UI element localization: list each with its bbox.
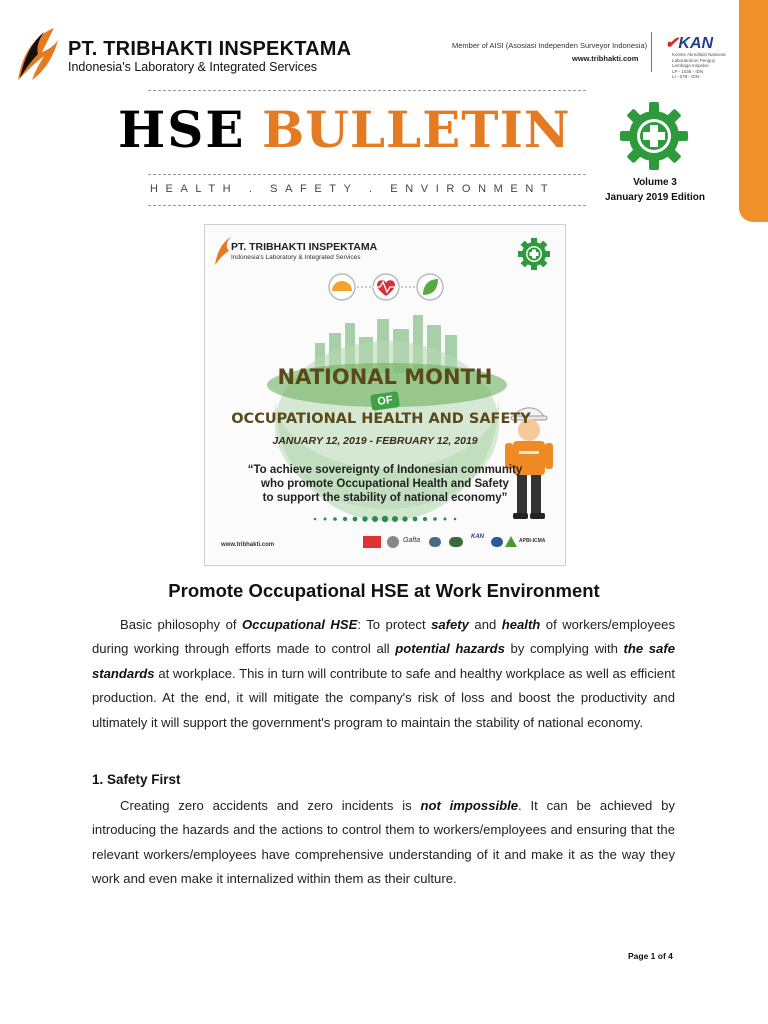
section-heading-safety-first: 1. Safety First [92, 772, 181, 787]
leaf-icon [417, 274, 443, 300]
kan-logo: ✔KAN [665, 35, 714, 52]
poster-title-line1: NATIONAL MONTH [277, 365, 493, 389]
membership-text: Member of AISI (Asosiasi Independen Surveyor Indonesia) [452, 41, 648, 50]
article-paragraph-1: Basic philosophy of Occupational HSE: To protect safety and health of workers/employees during working through efforts made to control all potential hazards by complying with the safe standards at workplace. This in turn will contribute to safe and healthy workplace as well as efficient production. At the end, it will mitigate the company's risk of loss and boost the productivity and ultimately it will support the government's program to maintain the stability of national economy. [92, 617, 675, 730]
poster-partner-apbi: APBI-ICMA [519, 538, 546, 544]
poster-quote: “To achieve sovereignty of Indonesian community who promote Occupational Health and Safety to support the stability of national economy” [247, 464, 523, 504]
article-paragraph-2: Creating zero accidents and zero incidents is not impossible. It can be achieved by introducing the hazards and the actions to control them to workers/employees and ensuring that the relevant workers/employees have comprehensive understanding of it and make it as the way they work and even make it internalized within them as their culture. [92, 798, 675, 887]
poster-dates: JANUARY 12, 2019 - FEBRUARY 12, 2019 [272, 435, 478, 447]
poster-partner-gafta: Gafta [403, 537, 421, 544]
article-title: Promote Occupational HSE at Work Environment [168, 580, 600, 601]
edition-label: January 2019 Edition [604, 192, 706, 203]
bulletin-title-bulletin: BULLETIN [262, 100, 571, 159]
poster-title-line2: OCCUPATIONAL HEALTH AND SAFETY [231, 411, 531, 427]
kan-subtext: Komite Akreditasi Nasional Laboratorium Penguji Lembaga Inspeksi LP - 1036 - IDN LI - 078 - IDN [672, 52, 726, 79]
poster-partner-kan: KAN [471, 534, 484, 540]
poster-gear-icon [518, 238, 550, 270]
website-link[interactable]: www.tribhakti.com [572, 54, 639, 63]
poster-image [204, 224, 566, 566]
poster-website: www.tribhakti.com [221, 542, 275, 548]
poster-company-name: PT. TRIBHAKTI INSPEKTAMA [231, 241, 378, 253]
bulletin-subtitle: HEALTH . SAFETY . ENVIRONMENT [150, 183, 556, 195]
divider-dashed [148, 205, 586, 206]
sun-icon [329, 274, 355, 300]
poster-title-of: OF [370, 391, 400, 411]
header-divider [651, 32, 652, 72]
divider-dashed [148, 174, 586, 175]
flame-logo-icon [14, 26, 66, 82]
bulletin-title-hse: HSE [118, 100, 246, 159]
divider-dashed [148, 90, 586, 91]
company-name: PT. TRIBHAKTI INSPEKTAMA [68, 38, 352, 60]
gear-cross-icon [618, 100, 690, 172]
heartbeat-icon [373, 274, 399, 300]
page-number: Page 1 of 4 [628, 951, 673, 961]
poster-company-tagline: Indonesia's Laboratory & Integrated Services [231, 254, 361, 261]
company-tagline: Indonesia's Laboratory & Integrated Services [68, 60, 318, 74]
side-tab-decoration [739, 0, 768, 222]
volume-label: Volume 3 [633, 177, 677, 188]
poster-logo-icon [215, 237, 231, 265]
